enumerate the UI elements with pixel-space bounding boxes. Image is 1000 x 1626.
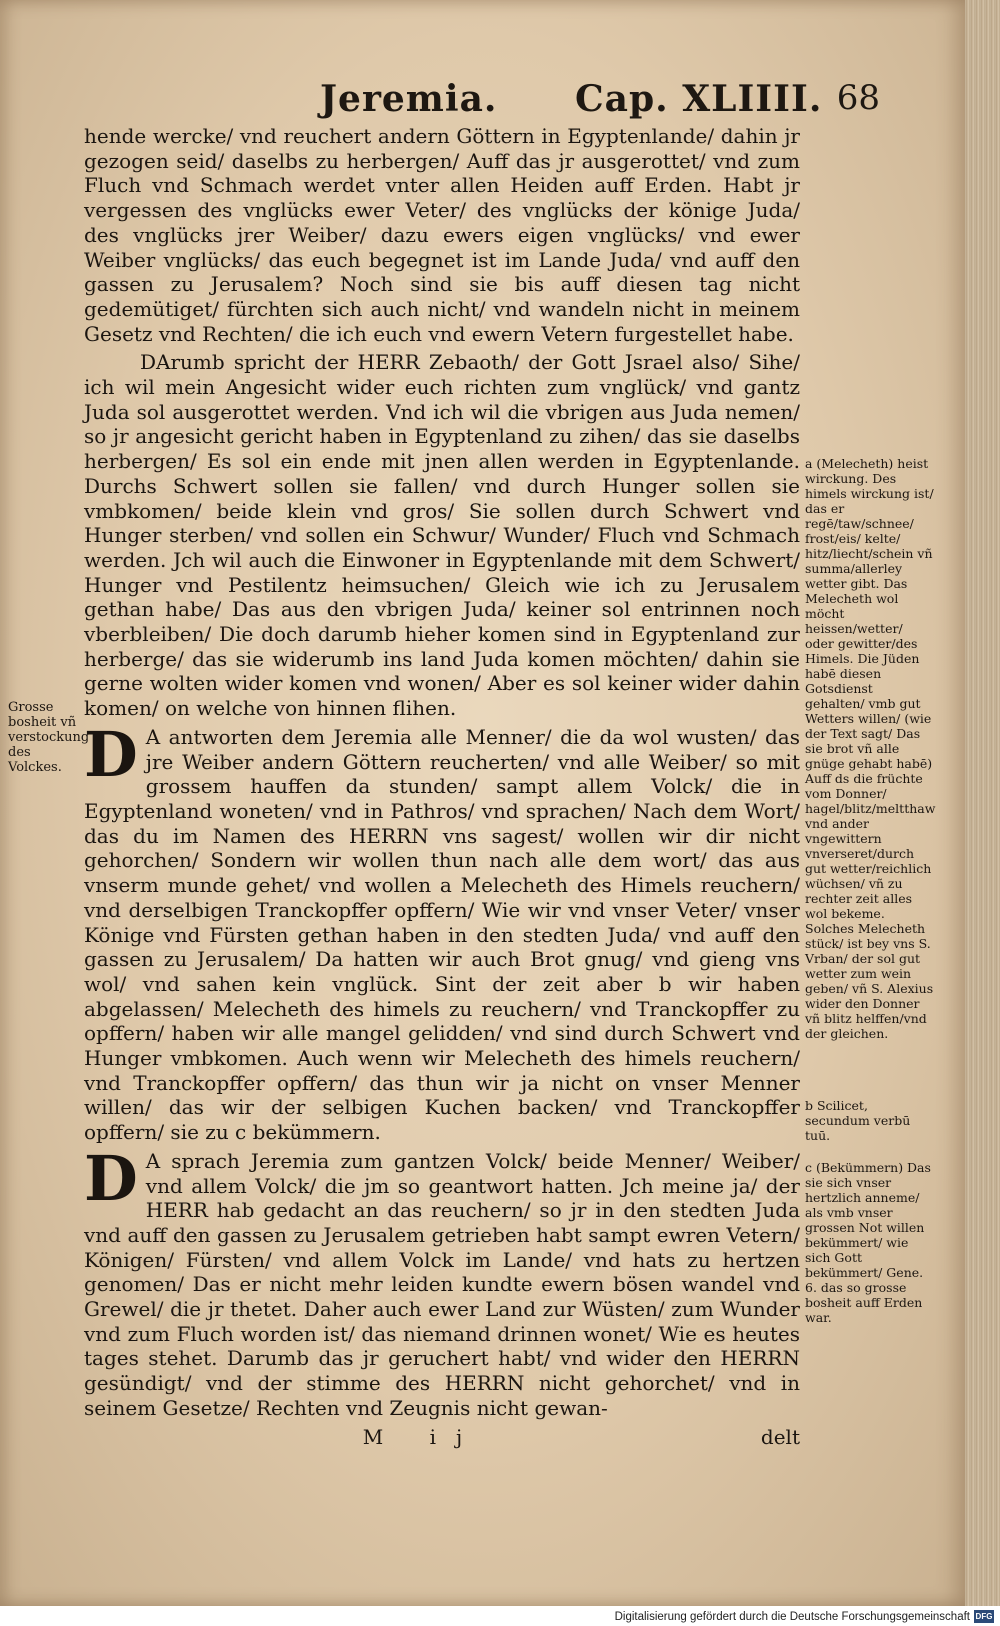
footer-bar [0,1606,1000,1626]
signature-mark: M ij [362,1424,483,1449]
folio-number: 68 [836,78,880,118]
main-text-column [84,124,800,1449]
margin-note-b: b Scilicet, secundum verbū tuū. [805,1098,911,1143]
dfg-logo: DFG [975,1612,993,1621]
margin-note-a: a (Melecheth) heist wirckung. Des himels wirckung ist/ das er regē/taw/schnee/ frost/eis/ kelte/ hitz/liecht/schein vñ summa/allerley wetter gibt. Das Melecheth wol möcht heissen/wetter/ oder gewitter/des Himels. Die Jüden habē diesen Gotsdienst gehalten/ vmb gut Wetters willen/ (wie der Text sagt/ Das sie brot vñ alle gnüge gehabt habē) Auff ds die früchte vom Donner/ hagel/blitz/meltthaw vnd ander vngewittern vnverseret/durch gut wetter/reichlich wüchsen/ vñ zu rechter zeit alles wol bekeme. Solches Melecheth stück/ ist bey vns S. Vrban/ der sol gut wetter zum wein geben/ vñ S. Alexius wider den Donner vñ blitz helffen/vnd der gleichen. [805,456,936,1041]
paragraph-4: DA sprach Jeremia zum gantzen Volck/ beide Menner/ Weiber/ vnd allem Volck/ die jm so geantwort hatten. Jch meine ja/ der HERR hab gedacht an das reuchern/ so jr in den stedten Juda vnd auff den gassen zu Jerusalem getrieben habt sampt ewren Vetern/ Königen/ Fürsten/ vnd allem Volck im Lande/ vnd hats zu hertzen genomen/ Das er nicht mehr leiden kundte ewern bösen wandel vnd Grewel/ die jr thetet. Daher auch ewer Land zur Wüsten/ zum Wunder vnd zum Fluch worden ist/ das niemand drinnen wonet/ Wie es heutes tages stehet. Darumb das jr geruchert habt/ vnd wider den HERRN gesündigt/ vnd der stimme des HERRN nicht gehorchet/ vnd in seinem Gesetze/ Rechten vnd Zeugnis nicht gewan- [84,1141,800,1420]
paragraph-1: hende wercke/ vnd reuchert andern Göttern in Egyptenlande/ dahin jr gezogen seid/ daselbs zu herbergen/ Auff das jr ausgerottet/ vnd zum Fluch vnd Schmach werdet vnter allen Heiden auff Erden. Habt jr vergessen des vnglücks ewer Veter/ des vnglücks der könige Juda/ des vnglücks jrer Weiber/ dazu ewers eigen vnglücks/ vnd ewer Weiber vnglücks/ das euch begegnet ist im Lande Juda/ vnd auff den gassen zu Jerusalem? Noch sind sie bis auff diesen tag nicht gedemütiget/ fürchten sich auch nicht/ vnd wandeln nicht in meinem Gesetz vnd Rechten/ die ich euch vnd ewern Vetern furgestellet habe. [84,124,800,346]
paragraph-2: DArumb spricht der HERR Zebaoth/ der Gott Jsrael also/ Sihe/ ich wil mein Angesicht wider euch richten zum vnglück/ vnd gantz Juda sol ausgerottet werden. Vnd ich wil die vbrigen aus Juda nemen/ so jr angesicht gericht haben in Egyptenland zu zihen/ das sie daselbs herbergen/ Es sol ein ende mit jnen allen werden in Egyptenlande. Durchs Schwert sollen sie fallen/ vnd durch Hunger sollen sie vmbkomen/ beide klein vnd gros/ Sie sollen durch Schwert vnd Hunger sterben/ vnd sollen ein Schwur/ Wunder/ Fluch vnd Schmach werden. Jch wil auch die Einwoner in Egyptenlande mit dem Schwert/ Hunger vnd Pestilentz heimsuchen/ Gleich wie ich zu Jerusalem gethan habe/ Das aus den vbrigen Juda/ keiner sol entrinnen noch vberbleiben/ Die doch darumb hieher komen sind in Egyptenland zur herberge/ das sie widerumb ins land Juda komen möchten/ dahin sie gerne wolten wider komen vnd wonen/ Aber es sol keiner wider dahin komen/ on welche von hinnen flihen. [84,350,800,721]
book-edge [960,0,1000,1606]
running-head [320,78,880,122]
margin-note-left: Grosse bosheit vñ verstockung des Volckes. [8,700,90,775]
paragraph-3: DA antworten dem Jeremia alle Menner/ die da wol wusten/ das jre Weiber andern Göttern reucherten/ vnd alle Weiber/ so mit grossem hauffen da stunden/ sampt allem Volck/ die in Egyptenland woneten/ vnd in Pathros/ vnd sprachen/ Nach dem Wort/ das du im Namen des HERRN vns sagest/ wollen wir dir nicht gehorchen/ Sondern wir wollen thun nach alle dem wort/ das aus vnserm munde gehet/ vnd wollen a Melecheth des Himels reuchern/ vnd derselbigen Tranckopffer opffern/ Wie wir vnd vnser Veter/ vnser Könige vnd Fürsten gethan haben in den stedten Juda/ vnd auff den gassen zu Jerusalem/ Da hatten wir auch Brot gnug/ vnd gieng vns wol/ vnd sahen kein vnglück. Sint der zeit aber b wir haben abgelassen/ Melecheth des himels zu reuchern/ vnd Tranckopffer zu opffern/ haben wir alle mangel gelidden/ vnd sind durch Schwert vnd Hunger vmbkomen. Auch wenn wir Melecheth des himels reuchern/ vnd Tranckopffer opffern/ das thun wir ja nicht on vnser Menner willen/ das wir der selbigen Kuchen backen/ vnd Tranckopffer opffern/ sie zu c bekümmern. [84,717,800,1145]
signature-line [84,1425,800,1450]
margin-note-c: c (Bekümmern) Das sie sich vnser hertzlich anneme/ als vmb vnser grossen Not willen bekümmert/ wie sich Gott bekümmert/ Gene. 6. das so grosse bosheit auff Erden war. [805,1160,931,1325]
chapter-heading: Cap. XLIIII. [575,78,823,120]
catchword: delt [760,1424,800,1449]
funding-credit: Digitalisierung gefördert durch die Deutsche Forschungsgemeinschaft [614,1611,970,1623]
running-title: Jeremia. [320,78,498,120]
